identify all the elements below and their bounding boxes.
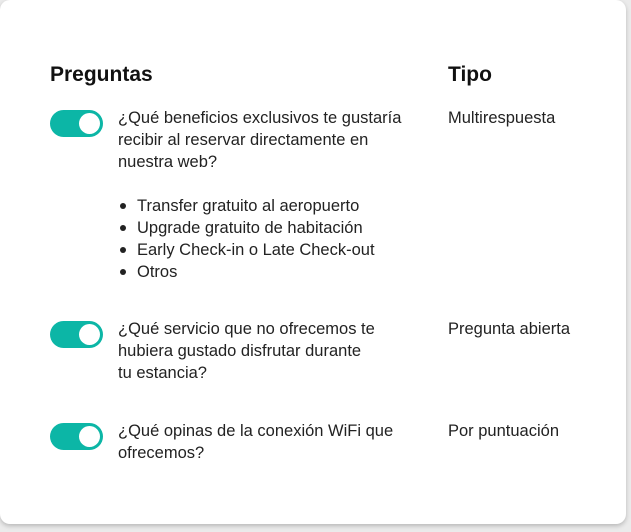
option-label: Transfer gratuito al aeropuerto: [137, 197, 360, 215]
question-2-text: ¿Qué servicio que no ofrecemos te hubiera gustado disfrutar durante tu estancia?: [118, 320, 375, 382]
bullet-icon: [120, 269, 126, 275]
toggle-knob: [79, 426, 100, 447]
question-1-options-list: [118, 195, 375, 283]
bullet-icon: [120, 225, 126, 231]
bullet-icon: [120, 203, 126, 209]
bullet-icon: [120, 247, 126, 253]
question-1-toggle[interactable]: [50, 110, 103, 137]
option-label: Upgrade gratuito de habitación: [137, 219, 363, 237]
option-label: Early Check-in o Late Check-out: [137, 241, 375, 259]
question-2-toggle[interactable]: [50, 321, 103, 348]
option-item: [118, 217, 375, 239]
option-label: Otros: [137, 263, 178, 281]
question-3-text: ¿Qué opinas de la conexión WiFi que ofrecemos?: [118, 422, 394, 462]
toggle-knob: [79, 113, 100, 134]
option-item: [118, 261, 375, 283]
option-item: [118, 239, 375, 261]
column-header-type: Tipo: [448, 63, 492, 86]
question-3-type: Por puntuación: [448, 422, 559, 440]
toggle-knob: [79, 324, 100, 345]
option-item: [118, 195, 375, 217]
question-1-type: Multirespuesta: [448, 109, 556, 127]
question-3-toggle[interactable]: [50, 423, 103, 450]
question-2-type: Pregunta abierta: [448, 320, 571, 338]
column-header-questions: Preguntas: [50, 63, 153, 86]
question-1-text: ¿Qué beneficios exclusivos te gustaría recibir al reservar directamente en nuestra web?: [118, 109, 402, 171]
